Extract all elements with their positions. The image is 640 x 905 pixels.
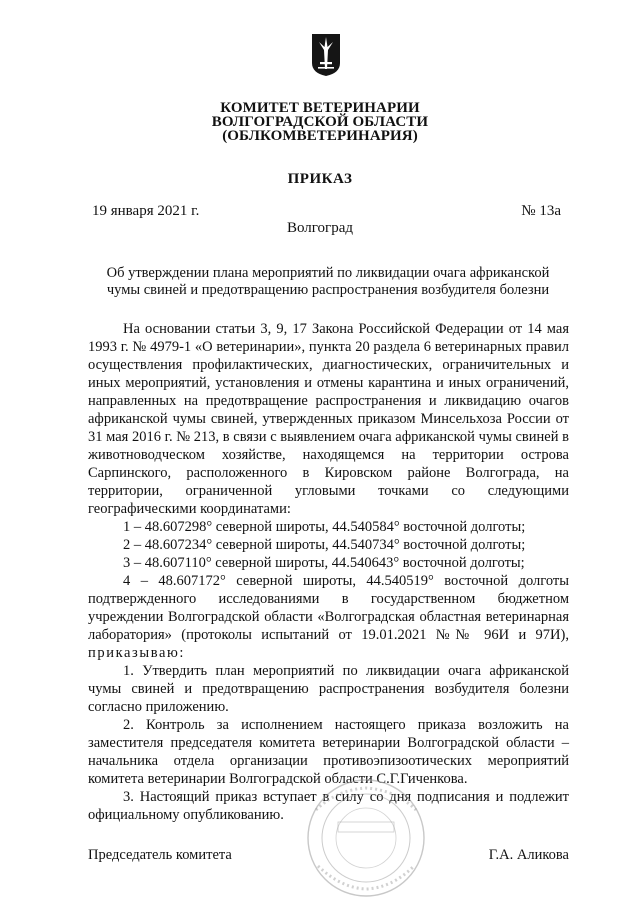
order-body	[88, 320, 569, 824]
order-decree-word: приказываю:	[88, 645, 186, 661]
order-item-3: 3. Настоящий приказ вступает в силу со дня подписания и подлежит официальному опубликованию.	[88, 789, 569, 823]
subject-line-2: чумы свиней и предотвращению распространения возбудителя болезни	[106, 282, 550, 298]
order-city: Волгоград	[286, 220, 353, 236]
round-seal-icon	[296, 770, 436, 900]
org-name-line-1: КОМИТЕТ ВЕТЕРИНАРИИ	[220, 100, 420, 116]
coordinate-point-2: 2 – 48.607234° северной широты, 44.540734° восточной долготы;	[123, 537, 526, 553]
order-item-2: 2. Контроль за исполнением настоящего приказа возложить на заместителя председателя комитета ветеринарии Волгоградской области – начальника отдела организации противоэпизоотических мероприятий комитета ветеринарии Волгоградской области С.Г.Гиченкова.	[88, 717, 569, 787]
subject-line-1: Об утверждении плана мероприятий по ликвидации очага африканской	[106, 265, 550, 281]
org-name-line-3: (ОБЛКОМВЕТЕРИНАРИЯ)	[222, 128, 418, 144]
coordinate-point-4: 4 – 48.607172° северной широты, 44.540519° восточной долготы подтвержденного исследованиями в государственном бюджетном учреждении Волгоградской области «Волгоградская областная ветеринарная лаборатория» (протоколы испытаний от 19.01.2021 №№ 96И и 97И),	[88, 573, 569, 643]
coordinate-point-1: 1 – 48.607298° северной широты, 44.540584° восточной долготы;	[123, 519, 526, 535]
order-subject	[88, 265, 568, 299]
org-name-line-2: ВОЛГОГРАДСКОЙ ОБЛАСТИ	[211, 114, 429, 130]
signatory-name: Г.А. Аликова	[488, 847, 569, 863]
document-type-title: ПРИКАЗ	[287, 171, 353, 187]
order-number: № 13а	[521, 203, 561, 219]
order-item-1: 1. Утвердить план мероприятий по ликвидации очага африканской чумы свиней и предотвращению распространения возбудителя болезни согласно приложению.	[88, 663, 569, 715]
coat-of-arms-icon	[311, 33, 341, 77]
issuing-organization	[150, 101, 490, 143]
preamble-paragraph: На основании статьи 3, 9, 17 Закона Российской Федерации от 14 мая 1993 г. № 4979-1 «О ветеринарии», пункта 20 раздела 6 ветеринарных правил осуществления профилактических, диагностических, ограничительных и иных мероприятий, установления и отмены карантина и иных ограничений, направленных на предотвращение распространения и ликвидацию очагов африканской чумы свиней, утвержденных приказом Минсельхоза России от 31 мая 2016 г. № 213, в связи с выявлением очага африканской чумы свиней в животноводческом хозяйстве, находящемся на территории острова Сарпинского, расположенного в Кировском районе Волгограда, на территории, ограниченной угловыми точками со следующими географическими координатами:	[88, 321, 569, 517]
coordinate-point-4-paragraph	[88, 572, 569, 662]
coordinate-point-3: 3 – 48.607110° северной широты, 44.540643° восточной долготы;	[123, 555, 525, 571]
signatory-title: Председатель комитета	[88, 847, 232, 863]
order-date: 19 января 2021 г.	[92, 203, 200, 219]
